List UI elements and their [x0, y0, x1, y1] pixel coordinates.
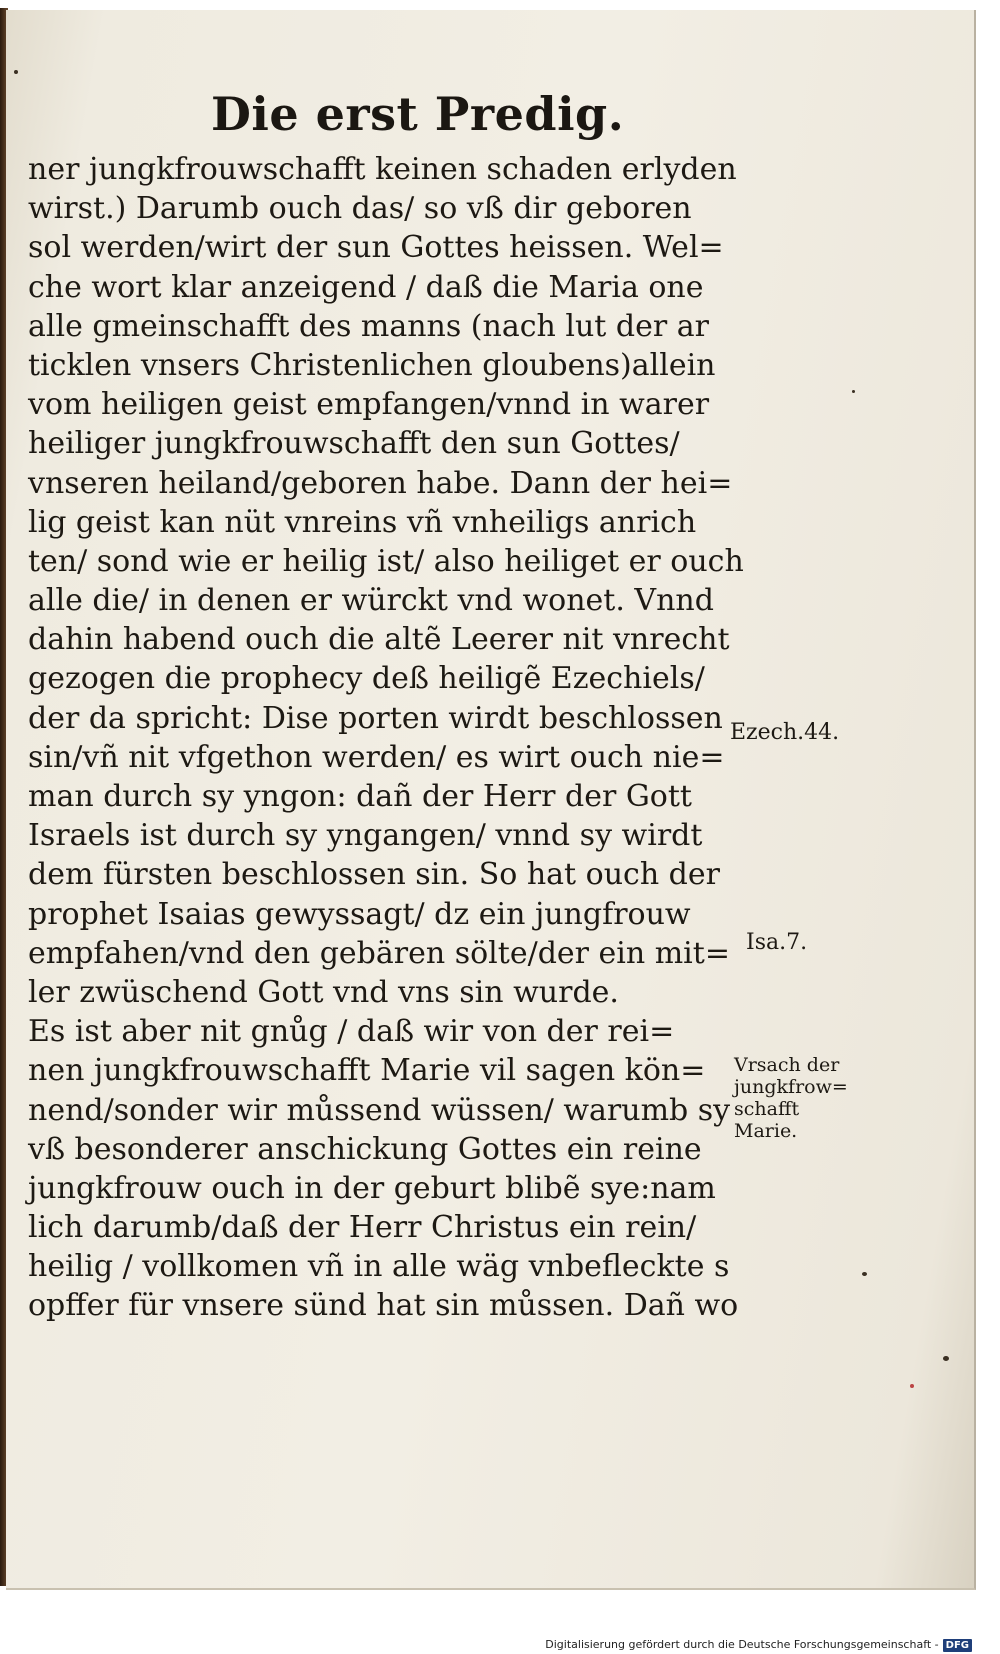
- text-line: gezogen die prophecy deß heiligẽ Ezechiels/: [28, 661, 705, 697]
- text-line: lich darumb/daß der Herr Christus ein rein/: [28, 1210, 697, 1246]
- marginal-note-line: schafft: [734, 1098, 800, 1120]
- marginal-note-line: Vrsach der: [734, 1054, 840, 1076]
- body-text: [28, 150, 748, 1326]
- text-line: Es ist aber nit gnůg / daß wir von der rei=: [28, 1014, 675, 1050]
- ink-speck: [910, 1384, 914, 1388]
- text-line: vom heiligen geist empfangen/vnnd in warer: [28, 387, 710, 423]
- text-line: alle die/ in denen er würckt vnd wonet. Vnnd: [28, 583, 714, 619]
- text-line: wirst.) Darumb ouch das/ so vß dir geboren: [28, 191, 692, 227]
- ink-speck: [862, 1272, 867, 1276]
- text-line: dem fürsten beschlossen sin. So hat ouch der: [28, 857, 720, 893]
- text-line: nen jungkfrouwschafft Marie vil sagen kön=: [28, 1053, 706, 1089]
- ink-speck: [852, 390, 855, 393]
- text-line: heiliger jungkfrouwschafft den sun Gottes/: [28, 426, 680, 462]
- text-line: alle gmeinschafft des manns (nach lut der ar: [28, 308, 709, 344]
- text-line: sin/vñ nit vfgethon werden/ es wirt ouch nie=: [28, 739, 725, 775]
- text-line: ler zwüschend Gott vnd vns sin wurde.: [28, 974, 619, 1010]
- digitization-credit: [545, 1637, 972, 1653]
- ink-speck: [14, 70, 18, 74]
- text-line: heilig / vollkomen vñ in alle wäg vnbefleckte s: [28, 1249, 730, 1285]
- text-line: opffer für vnsere sünd hat sin můssen. Dañ wo: [28, 1288, 739, 1324]
- text-line: ner jungkfrouwschafft keinen schaden erlyden: [28, 152, 737, 187]
- book-page: [6, 10, 976, 1590]
- text-line: man durch sy yngon: dañ der Herr der Gott: [28, 779, 692, 814]
- text-line: vnseren heiland/geboren habe. Dann der hei=: [28, 465, 733, 501]
- marginal-note-line: jungkfrow=: [734, 1076, 848, 1098]
- text-line: lig geist kan nüt vnreins vñ vnheiligs anrich: [28, 504, 697, 540]
- credit-text: Digitalisierung gefördert durch die Deutsche Forschungsgemeinschaft -: [545, 1638, 939, 1651]
- marginal-note-ezechiel: Ezech.44.: [730, 720, 840, 745]
- text-line: che wort klar anzeigend / daß die Maria one: [28, 269, 704, 305]
- marginal-note-isaias: Isa.7.: [746, 930, 808, 955]
- text-line: dahin habend ouch die altẽ Leerer nit vnrecht: [28, 622, 730, 658]
- page-header: Die erst Predig.: [211, 87, 625, 141]
- text-line: nend/sonder wir můssend wüssen/ warumb sy: [28, 1092, 731, 1128]
- text-line: Israels ist durch sy yngangen/ vnnd sy wirdt: [28, 818, 703, 854]
- ink-speck: [943, 1356, 949, 1361]
- text-line: vß besonderer anschickung Gottes ein reine: [28, 1131, 702, 1167]
- text-line: sol werden/wirt der sun Gottes heissen. Wel=: [28, 230, 724, 266]
- text-line: prophet Isaias gewyssagt/ dz ein jungfrouw: [28, 896, 691, 932]
- dfg-logo: DFG: [943, 1639, 972, 1652]
- text-line: jungkfrouw ouch in der geburt blibẽ sye:nam: [28, 1170, 716, 1206]
- text-line: ten/ sond wie er heilig ist/ also heiliget er ouch: [28, 543, 744, 579]
- marginal-note-line: Marie.: [734, 1120, 798, 1142]
- text-line: empfahen/vnd den gebären sölte/der ein mit=: [28, 935, 730, 971]
- marginal-note-vrsach: [734, 1054, 848, 1142]
- text-line: der da spricht: Dise porten wirdt beschlossen: [28, 700, 723, 736]
- text-line: ticklen vnsers Christenlichen gloubens)allein: [28, 347, 716, 383]
